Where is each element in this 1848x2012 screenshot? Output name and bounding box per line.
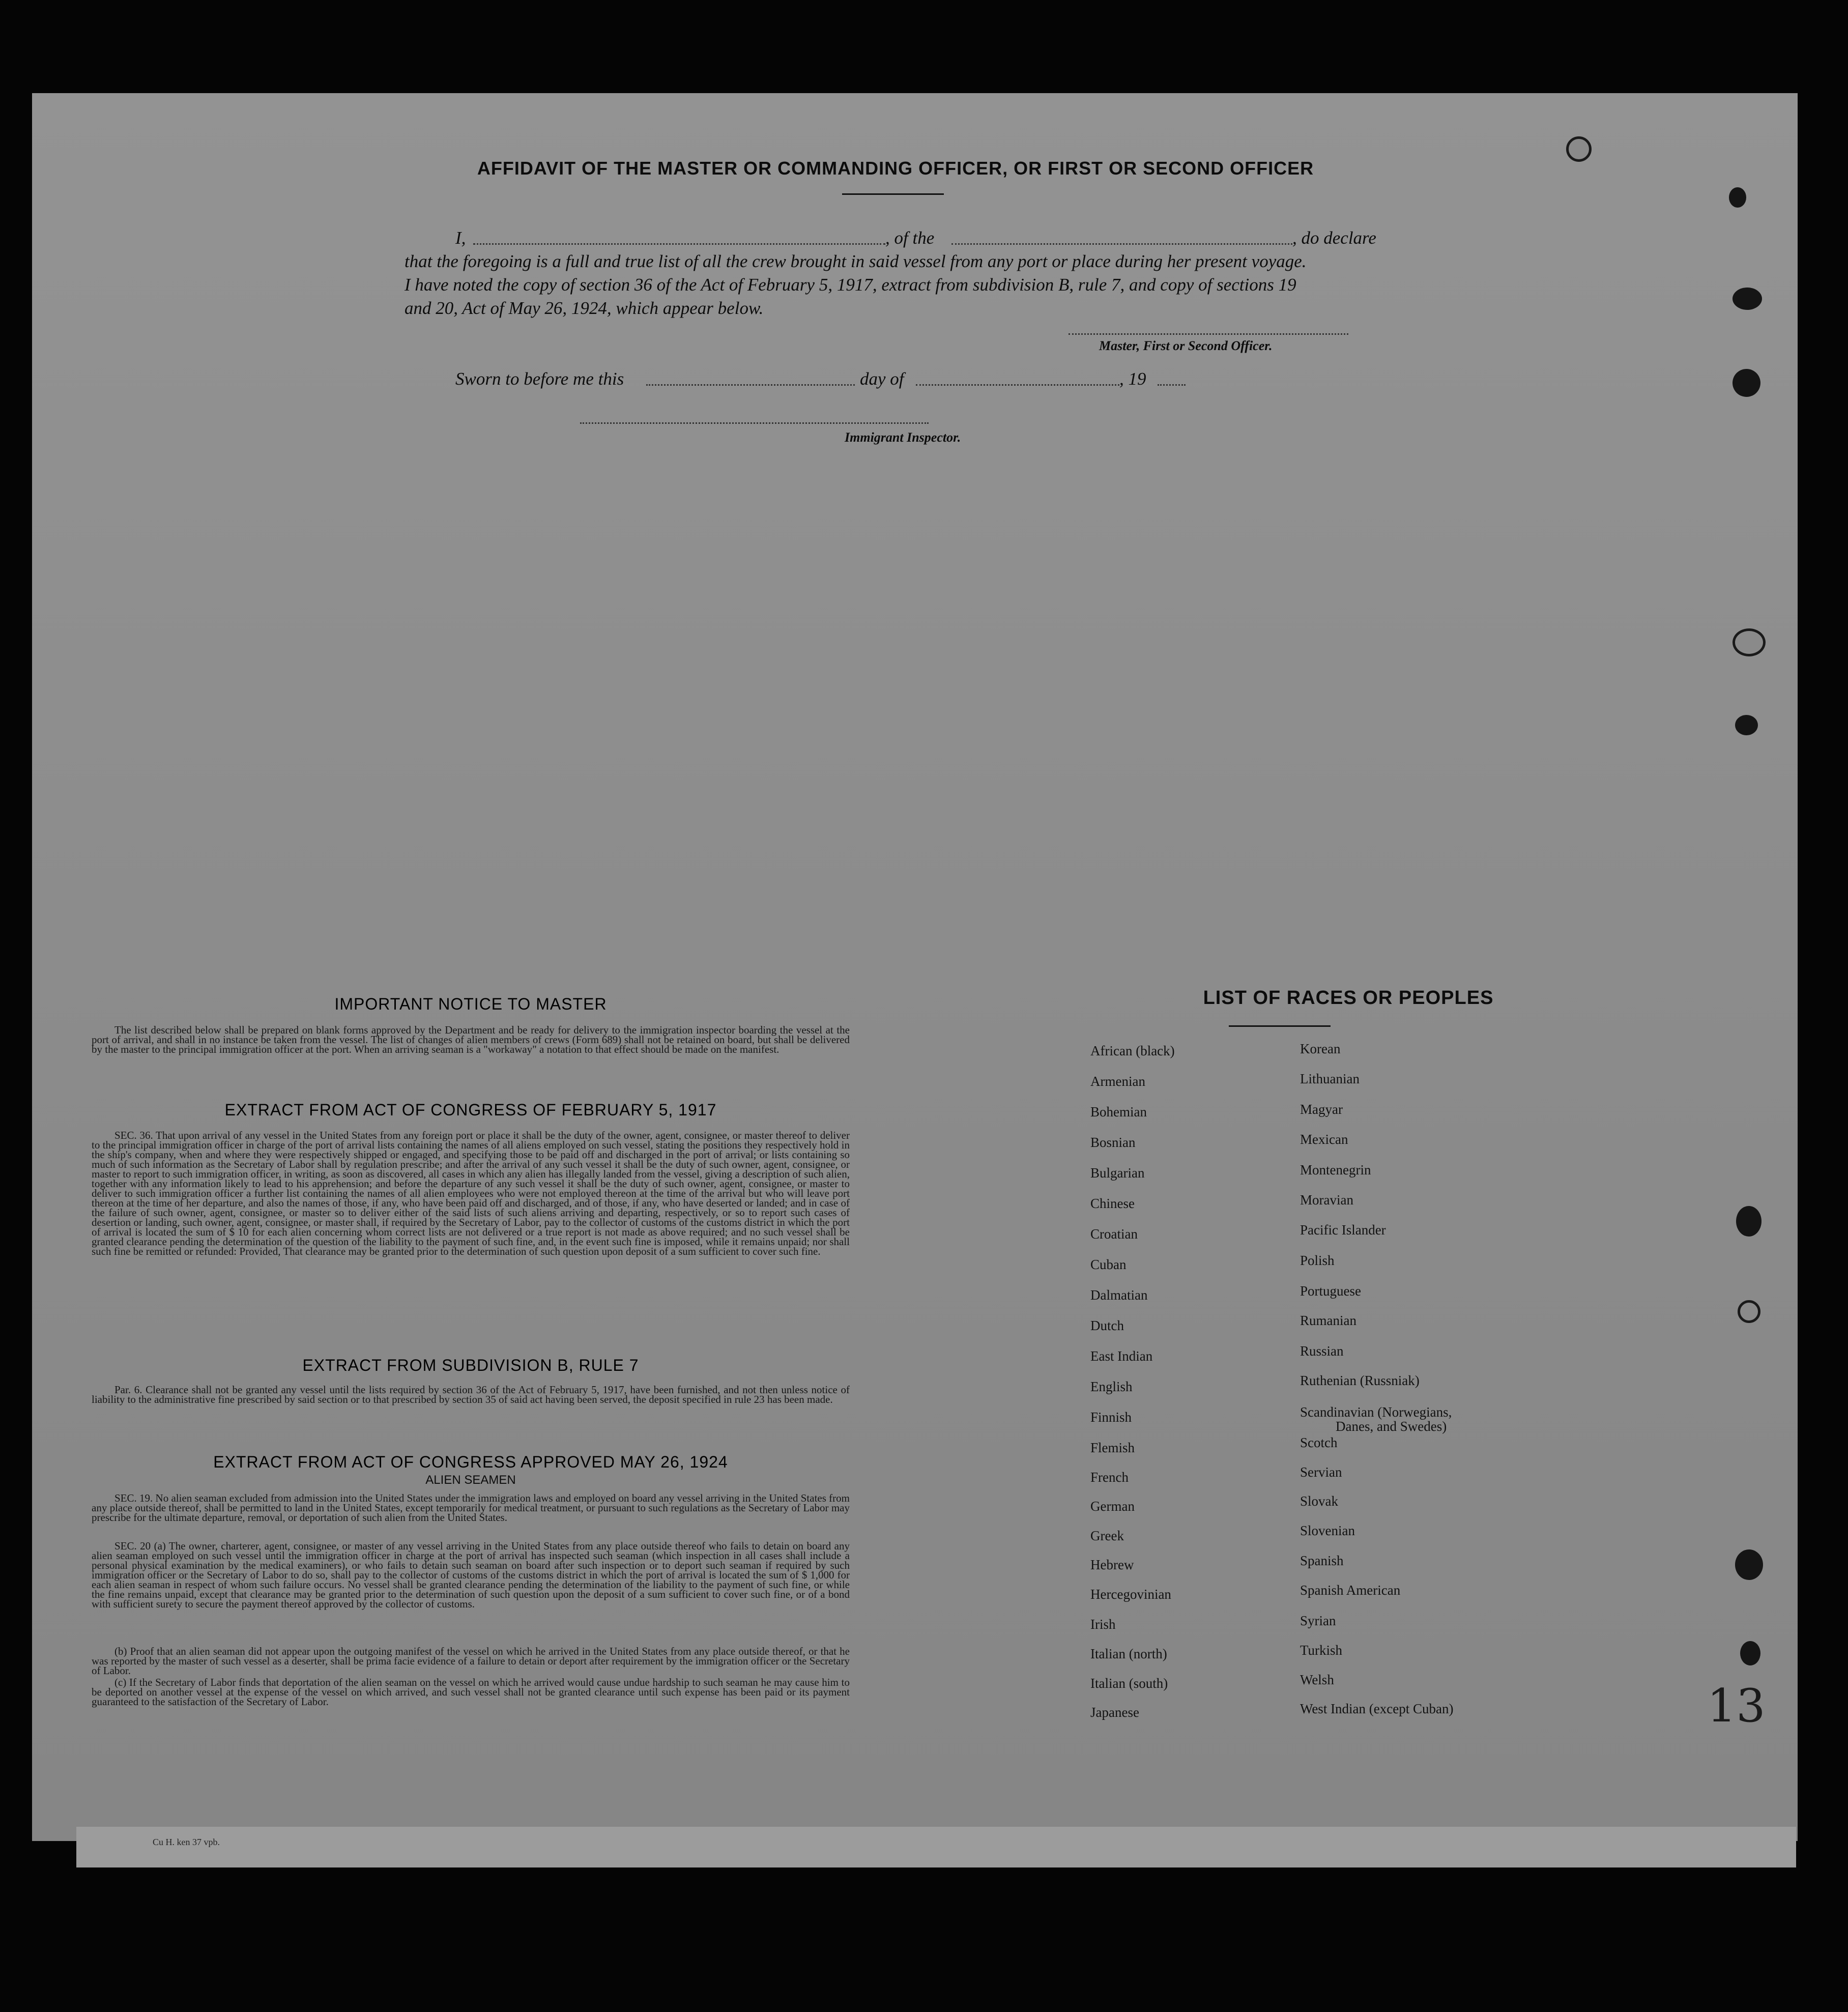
race-col2-item: Welsh <box>1300 1672 1334 1687</box>
race-col1-item: Italian (south) <box>1090 1676 1168 1691</box>
extract-1917-title: EXTRACT FROM ACT OF CONGRESS OF FEBRUARY 5, 1917 <box>224 1101 717 1119</box>
inspector-signature-line <box>580 422 929 424</box>
race-col1-item: Greek <box>1090 1528 1124 1543</box>
races-title-rule <box>1229 1025 1331 1027</box>
race-col1-item: Hebrew <box>1090 1557 1134 1572</box>
race-col1-item: Cuban <box>1090 1257 1127 1272</box>
race-col1-item: Chinese <box>1090 1196 1135 1211</box>
race-col1-item: Japanese <box>1090 1705 1139 1720</box>
subdivision-b-title: EXTRACT FROM SUBDIVISION B, RULE 7 <box>302 1356 639 1374</box>
sec-20b-text: (b) Proof that an alien seaman did not appear upon the outgoing manifest of the vessel on which he arrived in the United States from any place outside thereof, or that he was reported by the master of such vessel as a deserter, shall be prima facie evidence of a failure to detain or deport after requirement by the immigration officer or the Secretary of Labor. <box>92 1645 850 1677</box>
title-rule <box>842 193 944 195</box>
race-col2-item: Turkish <box>1300 1643 1343 1658</box>
inspector-signature-label: Immigrant Inspector. <box>845 430 961 445</box>
pencil-margin-mark: 13 <box>1707 1679 1766 1733</box>
punch-hole-4 <box>1732 628 1766 656</box>
notice-text: The list described below shall be prepared on blank forms approved by the Department and be ready for delivery to the immigration inspector boarding the vessel at the port of arrival, and shall in no instance be taken from the vessel. The list of changes of alien members of crews (Form 689) shall not be retained on board, but shall be delivered by the master to the principal immigration officer at the port. When an arriving seaman is a "workaway" a notation to that effect should be made on the manifest. <box>92 1024 850 1055</box>
race-col1-item: Croatian <box>1090 1226 1138 1242</box>
race-col2-item: Pacific Islander <box>1300 1222 1386 1238</box>
affidavit-line-4: and 20, Act of May 26, 1924, which appear below. <box>405 298 764 318</box>
punch-hole-2 <box>1732 288 1762 310</box>
race-col2-item: Russian <box>1300 1343 1344 1359</box>
race-col1-item: Bulgarian <box>1090 1165 1145 1181</box>
race-col1-item: English <box>1090 1379 1133 1394</box>
race-col2-item: Polish <box>1300 1253 1335 1268</box>
year-blank <box>1158 384 1186 386</box>
race-col2-item: Magyar <box>1300 1102 1343 1117</box>
race-col2-item: Mexican <box>1300 1132 1348 1147</box>
race-col2-item: Scandinavian (Norwegians, <box>1300 1404 1452 1420</box>
corner-mark <box>1566 136 1592 162</box>
race-col2-item: Ruthenian (Russniak) <box>1300 1373 1420 1388</box>
affidavit-line-2: that the foregoing is a full and true list of all the crew brought in said vessel from any port or place during her present voyage. <box>405 251 1307 271</box>
punch-hole-3 <box>1732 369 1760 397</box>
punch-hole-7 <box>1738 1300 1760 1323</box>
race-col2-item: West Indian (except Cuban) <box>1300 1701 1454 1716</box>
race-col2-item: Korean <box>1300 1041 1341 1056</box>
race-col1-item: Flemish <box>1090 1440 1135 1455</box>
punch-hole-9 <box>1740 1641 1760 1665</box>
sec-19-text: SEC. 19. No alien seaman excluded from admission into the United States under the immigration laws and employed on board any vessel arriving in the United States from any place outside thereof, shall be permitted to land in the United States, except temporarily for medical treatment, or pursuant to such regulations as the Secretary of Labor may prescribe for the ultimate departure, removal, or deportation of such alien from the United States. <box>92 1492 850 1524</box>
race-col2-item: Slovak <box>1300 1493 1339 1509</box>
race-col1-item: Finnish <box>1090 1410 1132 1425</box>
affidavit-i-label: I, <box>455 228 466 248</box>
race-col2-item: Slovenian <box>1300 1523 1355 1538</box>
sec-20c-text: (c) If the Secretary of Labor finds that deportation of the alien seaman on the vessel on which he arrived would cause undue hardship to such seaman he may cause him to be deported on another vessel at the expense of the vessel on which arrived, and such vessel shall not be granted clearance until such expense has been paid or its payment guaranteed to the satisfaction of the Secretary of Labor. <box>92 1676 850 1708</box>
punch-hole-8 <box>1735 1549 1763 1580</box>
race-col1-item: Bosnian <box>1090 1135 1136 1150</box>
race-col2-item: Scotch <box>1300 1435 1338 1450</box>
race-col2-item: Rumanian <box>1300 1313 1356 1328</box>
race-col1-item: German <box>1090 1499 1135 1514</box>
affidavit-line-3: I have noted the copy of section 36 of the Act of February 5, 1917, extract from subdivision B, rule 7, and copy of sections 19 <box>405 275 1296 295</box>
punch-hole-6 <box>1736 1206 1762 1237</box>
race-col2-item: Syrian <box>1300 1613 1336 1628</box>
race-col1-item: French <box>1090 1470 1129 1485</box>
name-blank <box>473 243 885 245</box>
of-the-label: , of the <box>885 228 935 248</box>
day-of-label: day of <box>860 369 904 389</box>
sworn-label: Sworn to before me this <box>455 369 624 389</box>
race-col1-item: Armenian <box>1090 1074 1145 1089</box>
race-col1-item: East Indian <box>1090 1348 1153 1364</box>
year-label: , 19 <box>1119 369 1146 389</box>
sworn-day-blank <box>646 384 855 386</box>
sworn-month-blank <box>916 384 1119 386</box>
race-col2-item: Spanish American <box>1300 1583 1401 1598</box>
affidavit-title: AFFIDAVIT OF THE MASTER OR COMMANDING OFFICER, OR FIRST OR SECOND OFFICER <box>477 158 1314 179</box>
race-col1-item: Dalmatian <box>1090 1287 1148 1303</box>
race-col1-item: African (black) <box>1090 1043 1175 1058</box>
notice-title: IMPORTANT NOTICE TO MASTER <box>334 995 607 1013</box>
master-signature-line <box>1069 333 1348 335</box>
subdivision-b-text: Par. 6. Clearance shall not be granted any vessel until the lists required by section 36 of the Act of February 5, 1917, have been furnished, and not then unless notice of liability to the administrative fine prescribed by said section or to that prescribed by section 35 of said act having been served, the deposit specified in rule 23 has been made. <box>92 1384 850 1405</box>
extract-1917-text: SEC. 36. That upon arrival of any vessel in the United States from any foreign port or place it shall be the duty of the owner, agent, consignee, or master thereof to deliver to the principal immigration officer in charge of the port of arrival lists containing the names of all aliens employed on such vessel, stating the positions they respectively hold in the ship's company, when and where they were respectively shipped or engaged, and specifying those to be paid off and discharged in the port of arrival; or lists containing so much of such information as the Secretary of Labor shall by regulation prescribe; and after the arrival of any such vessel it shall be the duty of such owner, agent, consignee, or master to report to such immigration officer, in writing, as soon as discovered, all cases in which any alien has illegally landed from the vessel, giving a description of such alien, together with any information likely to lead to his apprehension; and before the departure of any such vessel it shall be the duty of such owner, agent, consignee, or master to deliver to such immigration officer a further list containing the names of all alien employees who were not employed thereon at the time of the arrival but who will leave port thereon at the time of her departure, and also the names of those, if any, who have been paid off and discharged, and of those, if any, who have deserted or landed; and in case of the failure of such owner, agent, consignee, or master so to deliver either of the said lists of such aliens arriving and departing, respectively, or so to report such cases of desertion or landing, such owner, agent, consignee, or master shall, if required by the Secretary of Labor, pay to the collector of customs of the customs district in which the port of arrival is located the sum of $ 10 for each alien concerning whom correct lists are not delivered or a true report is not made as above required; and no such vessel shall be granted clearance pending the determination of the question of the liability to the payment of such fine, and, in the event such fine is imposed, while it remains unpaid; nor shall such fine be remitted or refunded: Provided, That clearance may be granted prior to the determination of such question upon deposit of a sum sufficient to cover such fine. <box>92 1129 850 1257</box>
sec-20a-text: SEC. 20 (a) The owner, charterer, agent, consignee, or master of any vessel arriving in the United States from any place outside thereof who fails to detain on board any alien seaman employed on such vessel until the immigration officer in charge at the port of arrival has inspected such seaman (which inspection in all cases shall include a personal physical examination by the medical examiners), or who fails to detain such seaman on board after such inspection or to deport such seaman if required by such immigration officer or the Secretary of Labor to do so, shall pay to the collector of customs of the customs district in which the port of arrival is located the sum of $ 1,000 for each alien seaman in respect of whom such failure occurs. No vessel shall be granted clearance pending the determination of the liability to the payment of such fine, or while the fine remains unpaid, except that clearance may be granted prior to the determination of such question upon the deposit of a sum sufficient to cover such fine, or of a bond with sufficient surety to secure the payment thereof approved by the collector of customs. <box>92 1540 850 1610</box>
race-col1-item: Irish <box>1090 1617 1116 1632</box>
punch-hole-5 <box>1735 715 1758 735</box>
race-col2-item: Portuguese <box>1300 1283 1361 1299</box>
race-col1-item: Bohemian <box>1090 1104 1147 1119</box>
race-col2-item: Montenegrin <box>1300 1162 1371 1177</box>
race-col1-item: Dutch <box>1090 1318 1124 1333</box>
form-number: Cu H. ken 37 vpb. <box>153 1837 220 1847</box>
alien-seamen-subtitle: ALIEN SEAMEN <box>425 1473 516 1487</box>
sheet-bottom-edge <box>76 1827 1796 1867</box>
race-col2-item: Spanish <box>1300 1553 1344 1568</box>
race-col1-item: Italian (north) <box>1090 1646 1167 1661</box>
race-col2-item: Servian <box>1300 1464 1342 1480</box>
race-col1-item: Hercegovinian <box>1090 1587 1171 1602</box>
do-declare-label: , do declare <box>1292 228 1376 248</box>
race-scandinavian-continued: Danes, and Swedes) <box>1336 1419 1447 1434</box>
race-col2-item: Lithuanian <box>1300 1071 1360 1086</box>
extract-1924-title: EXTRACT FROM ACT OF CONGRESS APPROVED MAY 26, 1924 <box>213 1453 728 1471</box>
punch-hole-1 <box>1729 187 1746 208</box>
race-col2-item: Moravian <box>1300 1192 1353 1208</box>
vessel-blank <box>951 243 1292 245</box>
races-title: LIST OF RACES OR PEOPLES <box>1203 987 1494 1009</box>
master-signature-label: Master, First or Second Officer. <box>1099 338 1273 353</box>
